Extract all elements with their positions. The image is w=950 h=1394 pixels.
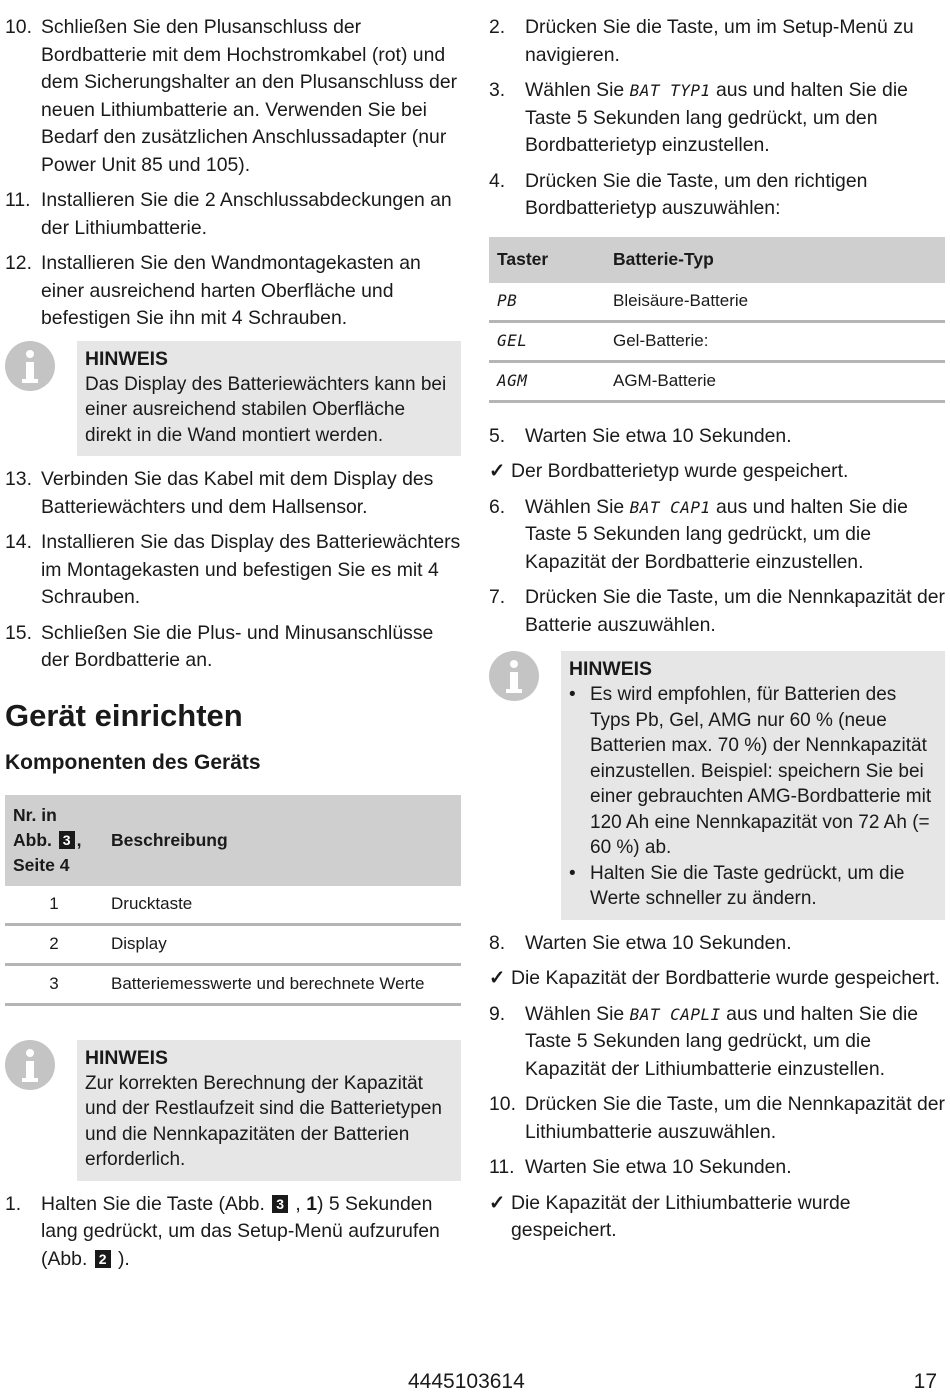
step-text: Warten Sie etwa 10 Sekunden. — [525, 1156, 792, 1178]
header-nr: Nr. in Abb. 3 , Seite 4 — [5, 795, 103, 886]
step-10-right — [489, 1091, 945, 1146]
note-text: Das Display des Batteriewächters kann bei einer ausreichend stabilen Oberfläche direkt in die Wand montiert werden. — [85, 373, 447, 446]
step-11-right — [489, 1154, 945, 1182]
step-5 — [489, 423, 945, 451]
step-8 — [489, 930, 945, 958]
step-number: 2. — [489, 16, 506, 38]
result-check: ✓ Der Bordbatterietyp wurde gespeichert. — [489, 458, 945, 486]
step-number: 10. — [489, 1093, 516, 1115]
lcd-code: BAT TYP1 — [629, 81, 711, 100]
step-text: Schließen Sie die Plus- und Minusanschlüsse der Bordbatterie an. — [41, 621, 434, 671]
table-row: 1 Drucktaste — [5, 886, 461, 925]
table-header-row — [5, 795, 461, 886]
step-text: Installieren Sie das Display des Batteriewächters im Montagekasten und befestigen Sie es mit 4 Schrauben. — [41, 531, 461, 608]
step-number: 15. — [5, 621, 32, 644]
info-icon — [5, 1040, 55, 1090]
list-item: • Es wird empfohlen, für Batterien des Typs Pb, Gel, AMG nur 60 % (neue Batterien max. 70 %) der Nennkapazität einzustellen. Beispiel: speichern Sie bei einer gebrauchten AMG-Bordbatterie mit 120 Ah eine Nennkapazität von 72 Ah (= 60 %) ab. — [569, 684, 932, 858]
header-description: Beschreibung — [103, 795, 461, 886]
step-7 — [489, 584, 945, 639]
step-number: 9. — [489, 1002, 506, 1025]
result-check: ✓ Die Kapazität der Bordbatterie wurde gespeichert. — [489, 965, 945, 993]
right-column — [489, 14, 945, 1253]
step-text: Drücken Sie die Taste, um die Nennkapazität der Lithiumbatterie auszuwählen. — [525, 1093, 946, 1143]
info-icon — [489, 651, 539, 701]
figure-badge: 2 — [95, 1250, 111, 1268]
step-text: Wählen Sie BAT CAPLI aus und halten Sie die Taste 5 Sekunden lang gedrückt, um die Kapazität der Lithiumbatterie einzustellen. — [525, 1002, 919, 1080]
info-icon — [5, 341, 55, 391]
step-text: Verbinden Sie das Kabel mit dem Display des Batteriewächters und dem Hallsensor. — [41, 468, 434, 518]
step-text: Wählen Sie BAT TYP1 aus und halten Sie die Taste 5 Sekunden lang gedrückt, um den Bordbatterietyp einzustellen. — [525, 79, 908, 156]
figure-badge: 3 — [272, 1195, 288, 1213]
check-icon: ✓ — [489, 1191, 506, 1214]
step-12 — [5, 250, 461, 333]
table-row: 3 Batteriemesswerte und berechnete Werte — [5, 964, 461, 1004]
note-wall-mount — [5, 341, 461, 457]
step-9 — [489, 1001, 945, 1084]
step-1 — [5, 1191, 461, 1274]
step-number: 8. — [489, 931, 506, 954]
step-3 — [489, 77, 945, 160]
step-number: 4. — [489, 169, 506, 192]
table-row: PB Bleisäure-Batterie — [489, 283, 945, 322]
step-number: 7. — [489, 586, 506, 608]
step-text: Wählen Sie BAT CAP1 aus und halten Sie die Taste 5 Sekunden lang gedrückt, um die Kapazität der Bordbatterie einzustellen. — [525, 495, 908, 573]
lcd-code: BAT CAP1 — [629, 497, 711, 517]
result-check: ✓ Die Kapazität der Lithiumbatterie wurde gespeichert. — [489, 1190, 945, 1245]
step-number: 6. — [489, 495, 506, 518]
step-text: Drücken Sie die Taste, um die Nennkapazität der Batterie auszuwählen. — [525, 586, 946, 636]
note-box — [77, 1040, 461, 1181]
step-number: 13. — [5, 468, 32, 490]
note-calculation — [5, 1040, 461, 1181]
step-4 — [489, 168, 945, 223]
step-15 — [5, 620, 461, 675]
step-text: Drücken Sie die Taste, um im Setup-Menü zu navigieren. — [525, 16, 914, 66]
header-key: Taster — [489, 237, 605, 283]
note-box — [77, 341, 461, 457]
lcd-code: BAT CAPLI — [629, 1004, 721, 1024]
note-capacity — [489, 651, 945, 920]
step-number: 11. — [5, 189, 31, 211]
table-header-row — [489, 237, 945, 283]
table-row: GEL Gel-Batterie: — [489, 321, 945, 361]
section-heading: Gerät einrichten — [5, 697, 243, 733]
check-icon: ✓ — [489, 460, 506, 482]
step-11 — [5, 187, 461, 242]
note-box — [561, 651, 945, 920]
step-text: Warten Sie etwa 10 Sekunden. — [525, 931, 792, 954]
step-text: Halten Sie die Taste (Abb. 3 , 1) 5 Sekunden lang gedrückt, um das Setup-Menü aufzurufen (Abb. 2 ). — [41, 1192, 440, 1270]
step-14 — [5, 529, 461, 612]
step-number: 5. — [489, 424, 506, 447]
step-text: Installieren Sie den Wandmontagekasten an einer ausreichend harten Oberfläche und befestigen Sie ihn mit 4 Schrauben. — [41, 252, 421, 329]
subsection-heading: Komponenten des Geräts — [5, 750, 261, 774]
step-number: 14. — [5, 531, 32, 553]
note-title: HINWEIS — [569, 658, 652, 680]
note-title: HINWEIS — [85, 1046, 168, 1069]
note-text: Zur korrekten Berechnung der Kapazität und der Restlaufzeit sind die Batterietypen und die Nennkapazitäten der Batterien erforderlich. — [85, 1072, 442, 1170]
step-number: 3. — [489, 79, 506, 101]
step-number: 10. — [5, 16, 32, 38]
table-row: AGM AGM-Batterie — [489, 361, 945, 401]
step-number: 1. — [5, 1192, 22, 1215]
step-number: 12. — [5, 252, 32, 274]
document-code: 4445103614 — [408, 1370, 525, 1393]
step-text: Drücken Sie die Taste, um den richtigen Bordbatterietyp auszuwählen: — [525, 169, 868, 219]
list-item: • Halten Sie die Taste gedrückt, um die Werte schneller zu ändern. — [569, 862, 905, 909]
note-title: HINWEIS — [85, 347, 168, 370]
figure-badge: 3 — [59, 831, 75, 849]
table-row: 2 Display — [5, 924, 461, 964]
check-icon: ✓ — [489, 967, 506, 989]
page-number: 17 — [913, 1370, 937, 1393]
step-13 — [5, 466, 461, 521]
step-text: Schließen Sie den Plusanschluss der Bordbatterie mit dem Hochstromkabel (rot) und dem Sicherungshalter an den Plusanschluss der neuen Lithiumbatterie an. Verwenden Sie bei Bedarf den zusätzlichen Anschlussadapter (nur Power Unit 85 und 105). — [41, 16, 458, 176]
battery-type-table — [489, 237, 945, 403]
step-text: Warten Sie etwa 10 Sekunden. — [525, 424, 792, 447]
header-type: Batterie-Typ — [605, 237, 945, 283]
step-6 — [489, 494, 945, 577]
components-table — [5, 795, 461, 1006]
step-2 — [489, 14, 945, 69]
step-text: Installieren Sie die 2 Anschlussabdeckungen an der Lithiumbatterie. — [41, 189, 452, 239]
left-column — [5, 14, 461, 1281]
step-10 — [5, 14, 461, 179]
step-number: 11. — [489, 1156, 515, 1178]
